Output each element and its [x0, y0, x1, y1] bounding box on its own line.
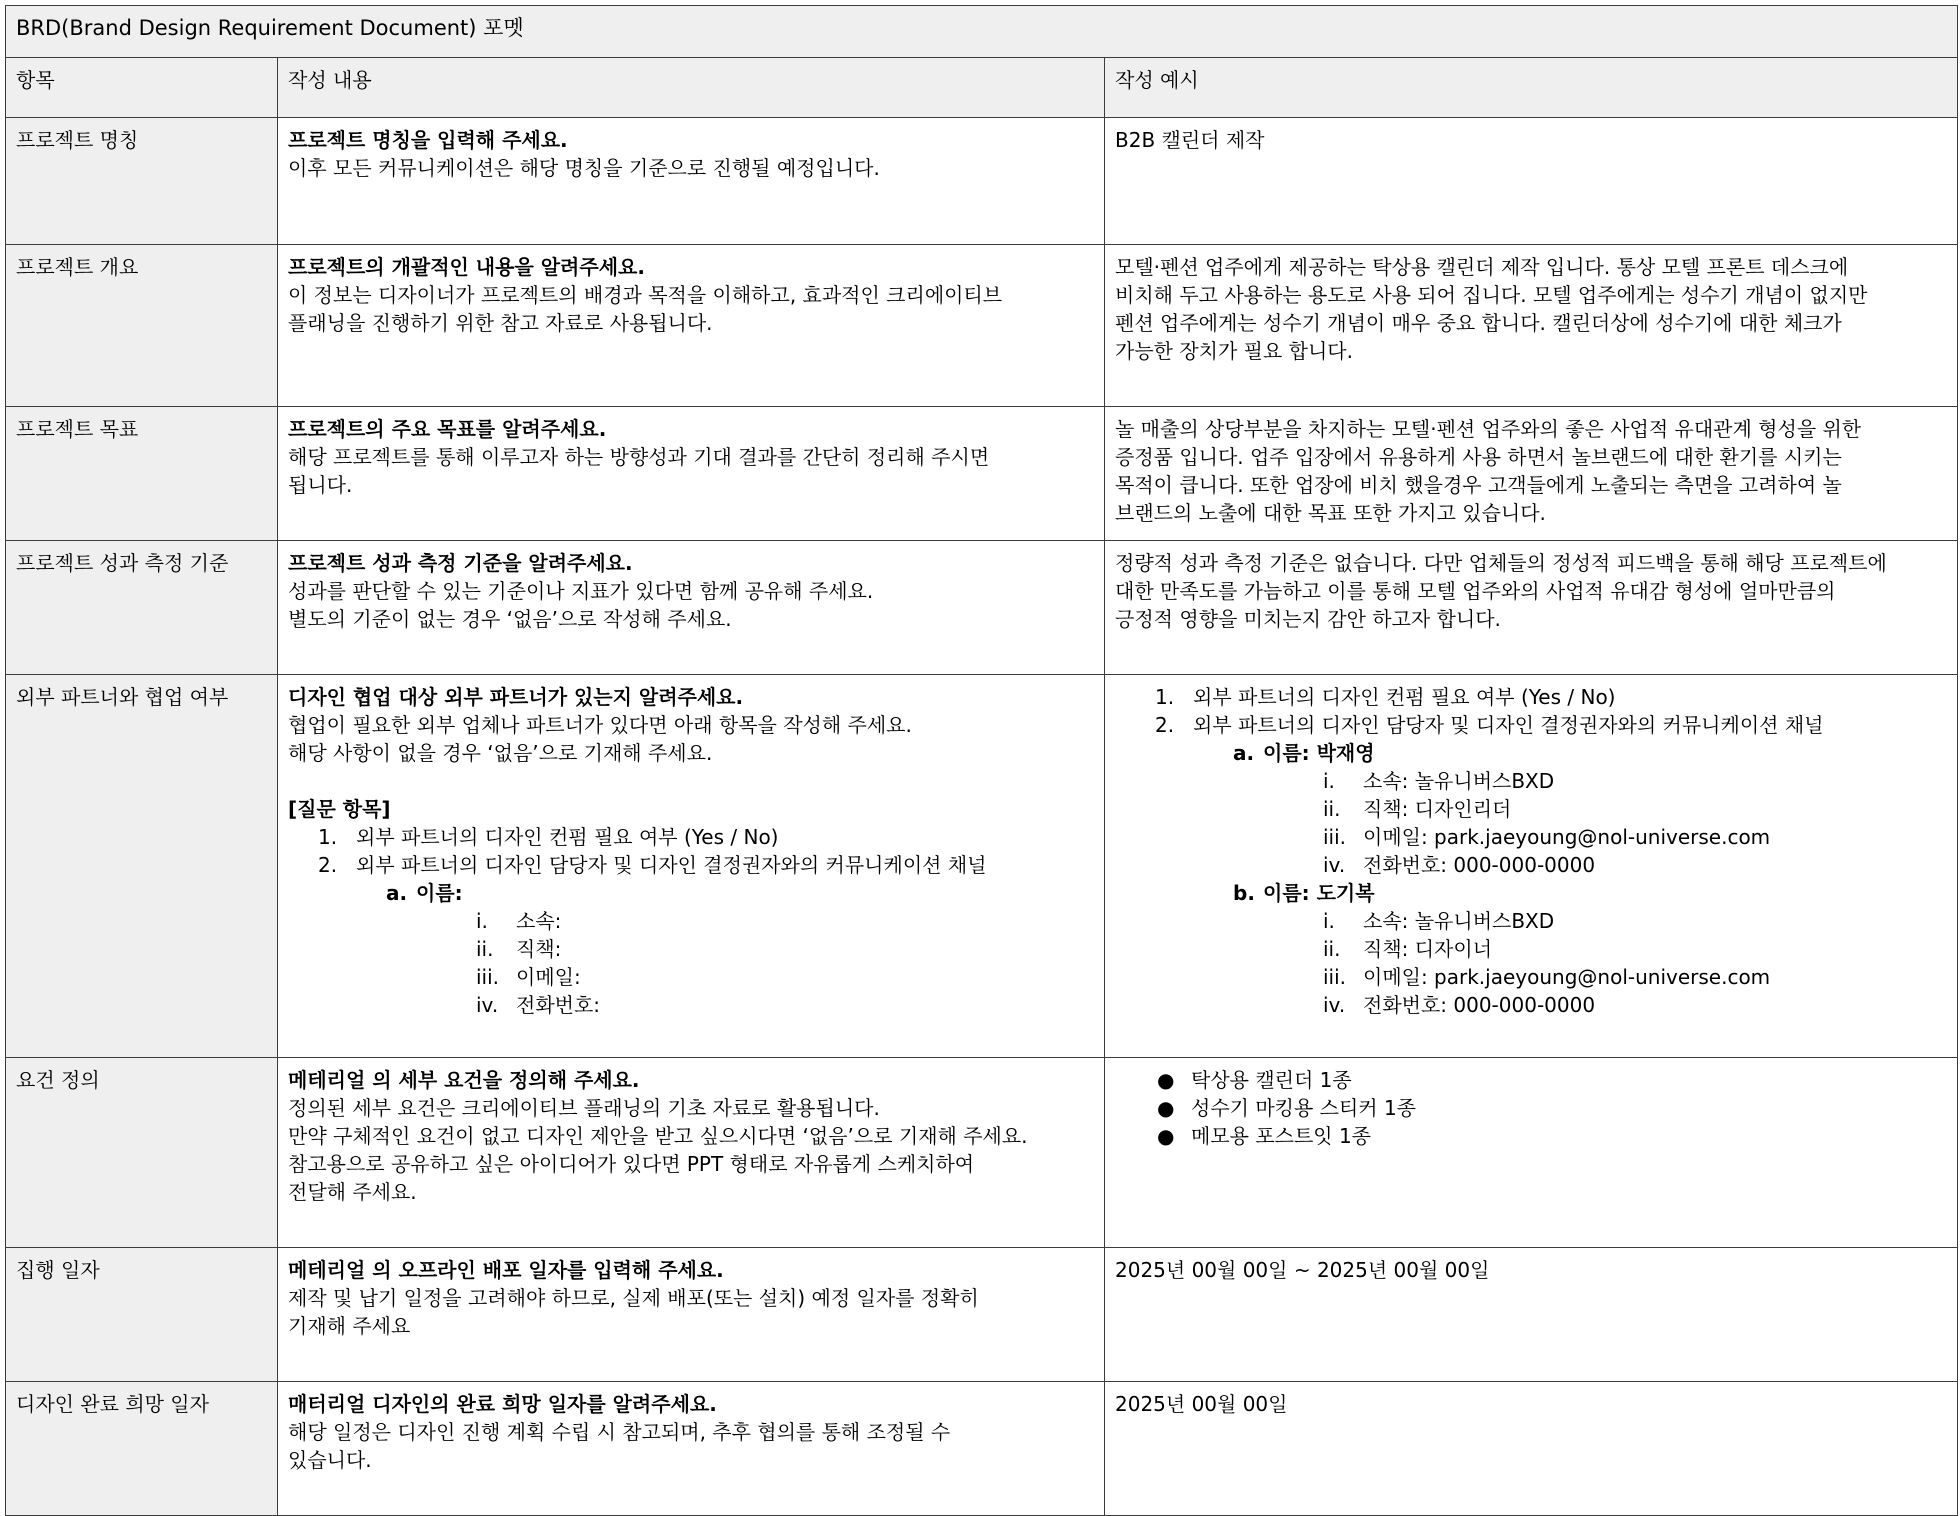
- list-item: [386, 879, 1094, 1019]
- row-question: 프로젝트 명칭을 입력해 주세요.: [288, 128, 568, 152]
- row-question: 매터리얼 디자인의 완료 희망 일자를 알려주세요.: [288, 1392, 717, 1416]
- contact-template-list: [288, 879, 1094, 1019]
- example-text: 놀 매출의 상당부분을 차지하는 모텔·펜션 업주와의 좋은 사업적 유대관계 형성을 위한: [1115, 417, 1862, 441]
- list-item: [1323, 935, 1947, 963]
- list-item-text: 외부 파트너의 디자인 컨펌 필요 여부 (Yes / No): [356, 825, 779, 849]
- bullet-marker: ●: [1157, 1124, 1175, 1148]
- table-row: [6, 1248, 1958, 1382]
- table-row: [6, 118, 1958, 245]
- row-content: [278, 1058, 1105, 1248]
- list-item-text: 전화번호:: [516, 993, 601, 1017]
- list-item: [1155, 683, 1947, 711]
- row-description: 기재해 주세요: [288, 1314, 411, 1338]
- list-item: [1157, 1094, 1947, 1122]
- list-item: [1233, 879, 1947, 1019]
- example-text: 브랜드의 노출에 대한 목표 또한 가지고 있습니다.: [1115, 501, 1546, 525]
- row-description: 이 정보는 디자이너가 프로젝트의 배경과 목적을 이해하고, 효과적인 크리에이티브: [288, 283, 1003, 307]
- example-text: 비치해 두고 사용하는 용도로 사용 되어 집니다. 모텔 업주에게는 성수기 개념이 없지만: [1115, 283, 1868, 307]
- table-row: [6, 1058, 1958, 1248]
- example-contact-list: [1115, 739, 1947, 1019]
- contact-name-label: 이름: 박재영: [1263, 741, 1375, 765]
- list-item-text: 이메일: park.jaeyoung@nol-universe.com: [1363, 825, 1771, 849]
- list-marker: i.: [1323, 769, 1335, 793]
- list-item-text: 직책: 디자이너: [1363, 937, 1493, 961]
- contact-field-list: [1263, 767, 1947, 879]
- question-section-label: [질문 항목]: [288, 797, 391, 821]
- header-row: [6, 58, 1958, 118]
- list-marker: iii.: [1323, 825, 1347, 849]
- example-text: B2B 캘린더 제작: [1115, 128, 1265, 152]
- contact-field-list: [1263, 907, 1947, 1019]
- row-content: [278, 407, 1105, 541]
- list-marker: a.: [1233, 741, 1255, 765]
- document-title: BRD(Brand Design Requirement Document) 포멧: [6, 6, 1958, 58]
- list-item-text: 외부 파트너의 디자인 컨펌 필요 여부 (Yes / No): [1193, 685, 1616, 709]
- example-text: 2025년 00월 00일 ~ 2025년 00월 00일: [1115, 1258, 1490, 1282]
- row-description: 정의된 세부 요건은 크리에이티브 플래닝의 기초 자료로 활용됩니다.: [288, 1096, 880, 1120]
- row-description: 만약 구체적인 요건이 없고 디자인 제안을 받고 싶으시다면 ‘없음’으로 기재해 주세요.: [288, 1124, 1028, 1148]
- list-item: [1323, 795, 1947, 823]
- list-marker: b.: [1233, 881, 1255, 905]
- list-item-text: 외부 파트너의 디자인 담당자 및 디자인 결정권자와의 커뮤니케이션 채널: [356, 853, 987, 877]
- row-question: 메테리얼 의 오프라인 배포 일자를 입력해 주세요.: [288, 1258, 724, 1282]
- list-item-text: 성수기 마킹용 스티커 1종: [1191, 1096, 1416, 1120]
- row-description: 성과를 판단할 수 있는 기준이나 지표가 있다면 함께 공유해 주세요.: [288, 579, 874, 603]
- row-content: [278, 1248, 1105, 1382]
- table-row: [6, 541, 1958, 675]
- list-item: [1323, 963, 1947, 991]
- bullet-marker: ●: [1157, 1096, 1175, 1120]
- row-description: 있습니다.: [288, 1448, 372, 1472]
- list-item: [476, 991, 1094, 1019]
- row-example: [1105, 675, 1958, 1058]
- row-content: [278, 245, 1105, 407]
- list-item: [1157, 1066, 1947, 1094]
- contact-field-list: [416, 907, 1094, 1019]
- list-marker: iv.: [1323, 853, 1346, 877]
- row-content: [278, 675, 1105, 1058]
- example-text: 대한 만족도를 가늠하고 이를 통해 모텔 업주와의 사업적 유대감 형성에 얼마만큼의: [1115, 579, 1836, 603]
- list-marker: iii.: [476, 965, 500, 989]
- list-item-text: 전화번호: 000-000-0000: [1363, 993, 1596, 1017]
- row-description: 플래닝을 진행하기 위한 참고 자료로 사용됩니다.: [288, 311, 713, 335]
- example-text: 펜션 업주에게는 성수기 개념이 매우 중요 합니다. 캘린더상에 성수기에 대한 체크가: [1115, 311, 1842, 335]
- list-item: [1323, 823, 1947, 851]
- list-item-text: 이메일: park.jaeyoung@nol-universe.com: [1363, 965, 1771, 989]
- contact-name-label: 이름: 도기복: [1263, 881, 1375, 905]
- contact-name-label: 이름:: [416, 881, 463, 905]
- row-description: 전달해 주세요.: [288, 1180, 417, 1204]
- row-label: 외부 파트너와 협업 여부: [6, 675, 278, 1058]
- row-description: 해당 일정은 디자인 진행 계획 수립 시 참고되며, 추후 협의를 통해 조정될 수: [288, 1420, 951, 1444]
- table-row: [6, 407, 1958, 541]
- list-item-text: 탁상용 캘린더 1종: [1191, 1068, 1352, 1092]
- example-bullet-list: [1115, 1066, 1947, 1150]
- list-item: [1157, 1122, 1947, 1150]
- row-label: 프로젝트 개요: [6, 245, 278, 407]
- spacer: [288, 767, 1094, 795]
- row-example: [1105, 245, 1958, 407]
- header-item: 항목: [6, 58, 278, 118]
- list-item: [476, 963, 1094, 991]
- row-question: 메테리얼 의 세부 요건을 정의해 주세요.: [288, 1068, 640, 1092]
- row-description: 제작 및 납기 일정을 고려해야 하므로, 실제 배포(또는 설치) 예정 일자를 정확히: [288, 1286, 979, 1310]
- example-text: 긍정적 영향을 미치는지 감안 하고자 합니다.: [1115, 607, 1501, 631]
- question-list: [288, 823, 1094, 879]
- row-example: [1105, 1382, 1958, 1516]
- list-marker: a.: [386, 881, 408, 905]
- row-description: 해당 프로젝트를 통해 이루고자 하는 방향성과 기대 결과를 간단히 정리해 주시면: [288, 445, 990, 469]
- list-item-text: 소속: 놀유니버스BXD: [1363, 909, 1555, 933]
- row-description: 참고용으로 공유하고 싶은 아이디어가 있다면 PPT 형태로 자유롭게 스케치하여: [288, 1152, 975, 1176]
- list-marker: i.: [476, 909, 488, 933]
- row-description: 협업이 필요한 외부 업체나 파트너가 있다면 아래 항목을 작성해 주세요.: [288, 713, 912, 737]
- list-marker: ii.: [476, 937, 494, 961]
- list-item: [476, 935, 1094, 963]
- list-marker: 1.: [318, 825, 338, 849]
- header-content: 작성 내용: [278, 58, 1105, 118]
- list-item: [1323, 991, 1947, 1019]
- list-marker: iii.: [1323, 965, 1347, 989]
- list-item: [318, 851, 1094, 879]
- list-marker: ii.: [1323, 937, 1341, 961]
- list-item: [476, 907, 1094, 935]
- list-marker: iv.: [1323, 993, 1346, 1017]
- brd-table: [5, 5, 1958, 1516]
- list-item-text: 메모용 포스트잇 1종: [1191, 1124, 1371, 1148]
- list-item: [1233, 739, 1947, 879]
- list-item-text: 직책: 디자인리더: [1363, 797, 1512, 821]
- list-marker: 2.: [1155, 713, 1175, 737]
- row-label: 프로젝트 목표: [6, 407, 278, 541]
- list-marker: 2.: [318, 853, 338, 877]
- row-question: 프로젝트의 주요 목표를 알려주세요.: [288, 417, 607, 441]
- list-item-text: 이메일:: [516, 965, 581, 989]
- row-question: 디자인 협업 대상 외부 파트너가 있는지 알려주세요.: [288, 685, 744, 709]
- row-example: [1105, 118, 1958, 245]
- example-text: 증정품 입니다. 업주 입장에서 유용하게 사용 하면서 놀브랜드에 대한 환기를 시키는: [1115, 445, 1842, 469]
- example-text: 2025년 00월 00일: [1115, 1392, 1288, 1416]
- row-label: 요건 정의: [6, 1058, 278, 1248]
- title-row: [6, 6, 1958, 58]
- row-description: 별도의 기준이 없는 경우 ‘없음’으로 작성해 주세요.: [288, 607, 732, 631]
- row-question: 프로젝트의 개괄적인 내용을 알려주세요.: [288, 255, 645, 279]
- table-row: [6, 675, 1958, 1058]
- row-example: [1105, 1248, 1958, 1382]
- list-item: [1323, 907, 1947, 935]
- row-example: [1105, 1058, 1958, 1248]
- list-item-text: 소속: 놀유니버스BXD: [1363, 769, 1555, 793]
- row-content: [278, 541, 1105, 675]
- header-example: 작성 예시: [1105, 58, 1958, 118]
- list-item: [318, 823, 1094, 851]
- list-item-text: 직책:: [516, 937, 562, 961]
- list-marker: 1.: [1155, 685, 1175, 709]
- row-content: [278, 1382, 1105, 1516]
- row-description: 해당 사항이 없을 경우 ‘없음’으로 기재해 주세요.: [288, 741, 713, 765]
- row-label: 집행 일자: [6, 1248, 278, 1382]
- bullet-marker: ●: [1157, 1068, 1175, 1092]
- list-item: [1155, 711, 1947, 739]
- table-row: [6, 245, 1958, 407]
- list-marker: iv.: [476, 993, 499, 1017]
- row-label: 프로젝트 성과 측정 기준: [6, 541, 278, 675]
- row-description: 이후 모든 커뮤니케이션은 해당 명칭을 기준으로 진행될 예정입니다.: [288, 156, 880, 180]
- list-item: [1323, 767, 1947, 795]
- example-text: 가능한 장치가 필요 합니다.: [1115, 339, 1353, 363]
- row-description: 됩니다.: [288, 473, 353, 497]
- list-marker: i.: [1323, 909, 1335, 933]
- row-label: 프로젝트 명칭: [6, 118, 278, 245]
- row-content: [278, 118, 1105, 245]
- row-label: 디자인 완료 희망 일자: [6, 1382, 278, 1516]
- list-item-text: 소속:: [516, 909, 562, 933]
- example-text: 모텔·펜션 업주에게 제공하는 탁상용 캘린더 제작 입니다. 통상 모텔 프론트 데스크에: [1115, 255, 1849, 279]
- row-question: 프로젝트 성과 측정 기준을 알려주세요.: [288, 551, 633, 575]
- example-question-list: [1115, 683, 1947, 739]
- list-marker: ii.: [1323, 797, 1341, 821]
- list-item: [1323, 851, 1947, 879]
- list-item-text: 전화번호: 000-000-0000: [1363, 853, 1596, 877]
- example-text: 정량적 성과 측정 기준은 없습니다. 다만 업체들의 정성적 피드백을 통해 해당 프로젝트에: [1115, 551, 1887, 575]
- list-item-text: 외부 파트너의 디자인 담당자 및 디자인 결정권자와의 커뮤니케이션 채널: [1193, 713, 1824, 737]
- row-example: [1105, 407, 1958, 541]
- row-example: [1105, 541, 1958, 675]
- example-text: 목적이 큽니다. 또한 업장에 비치 했을경우 고객들에게 노출되는 측면을 고려하여 놀: [1115, 473, 1842, 497]
- table-row: [6, 1382, 1958, 1516]
